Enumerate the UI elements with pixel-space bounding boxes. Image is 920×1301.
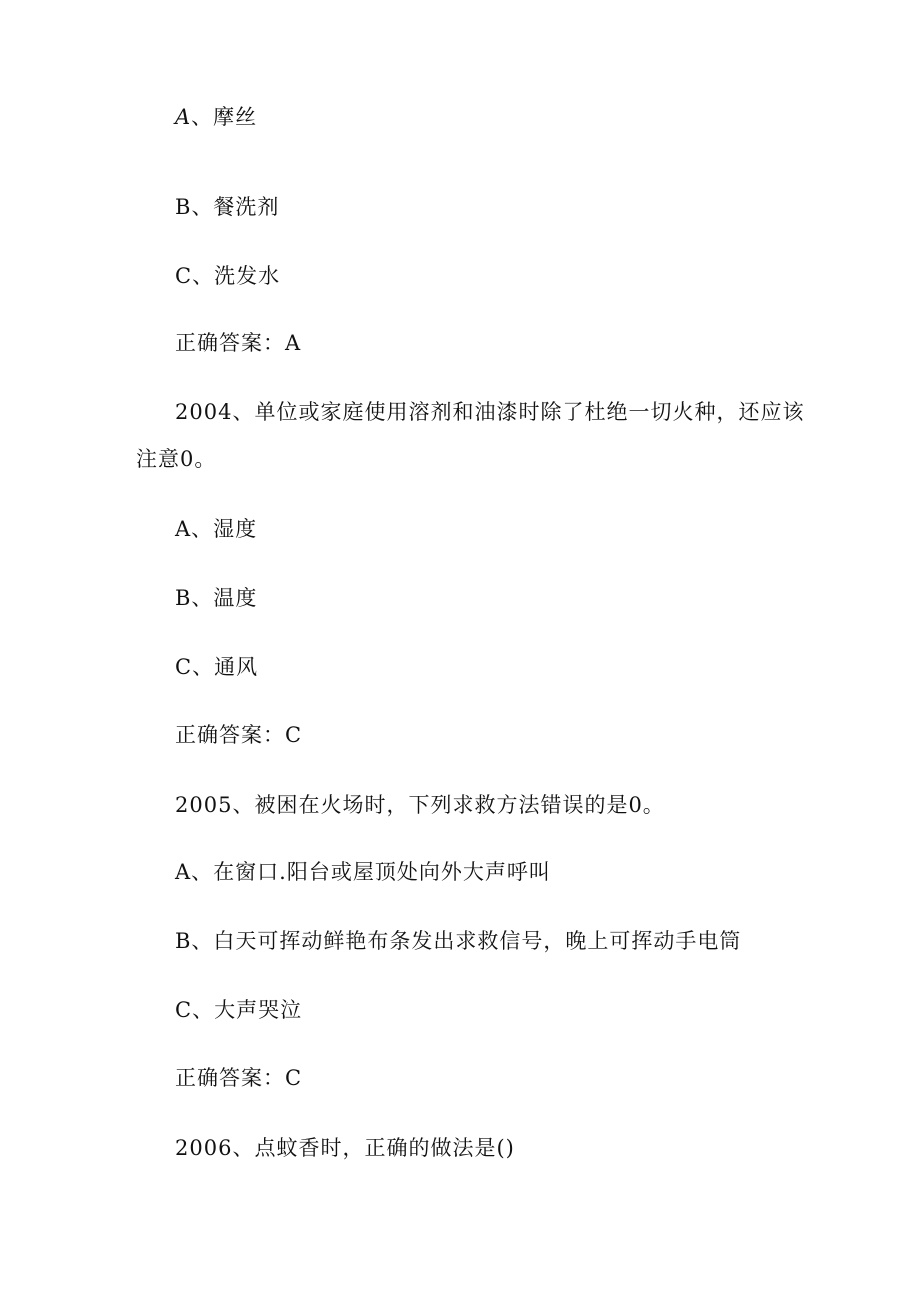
answer-2003: 正确答案：A (175, 331, 302, 355)
option-text: 、餐洗剂 (191, 195, 280, 219)
option-a-2005: A、在窗口.阳台或屋顶处向外大声呼叫 (175, 860, 551, 884)
option-text: 、摩丝 (191, 105, 258, 129)
answer-2005: 正确答案：C (175, 1066, 303, 1090)
option-letter-a: A (175, 105, 192, 129)
question-2006-stem: 2006、点蚊香时，正确的做法是() (175, 1136, 515, 1160)
option-letter-c: C (175, 264, 193, 288)
option-letter-b: B (175, 195, 192, 219)
option-c-2004: C、通风 (175, 655, 259, 679)
question-2004-stem-line2: 注意0。 (136, 447, 217, 471)
option-b-2003 (175, 192, 279, 222)
option-text: 、洗发水 (192, 264, 281, 288)
question-2005-stem: 2005、被困在火场时，下列求救方法错误的是0。 (175, 793, 665, 817)
option-a-2004: A、湿度 (175, 517, 258, 541)
option-b-2004: B、温度 (175, 586, 258, 610)
question-2004-stem-line1: 2004、单位或家庭使用溶剂和油漆时除了杜绝一切火种，还应该 (175, 400, 805, 424)
option-b-2005: B、白天可挥动鲜艳布条发出求救信号，晚上可挥动手电筒 (175, 929, 742, 953)
option-c-2003 (175, 261, 280, 291)
option-c-2005: C、大声哭泣 (175, 998, 303, 1022)
option-a-2003 (175, 102, 257, 132)
answer-2004: 正确答案：C (175, 723, 303, 747)
